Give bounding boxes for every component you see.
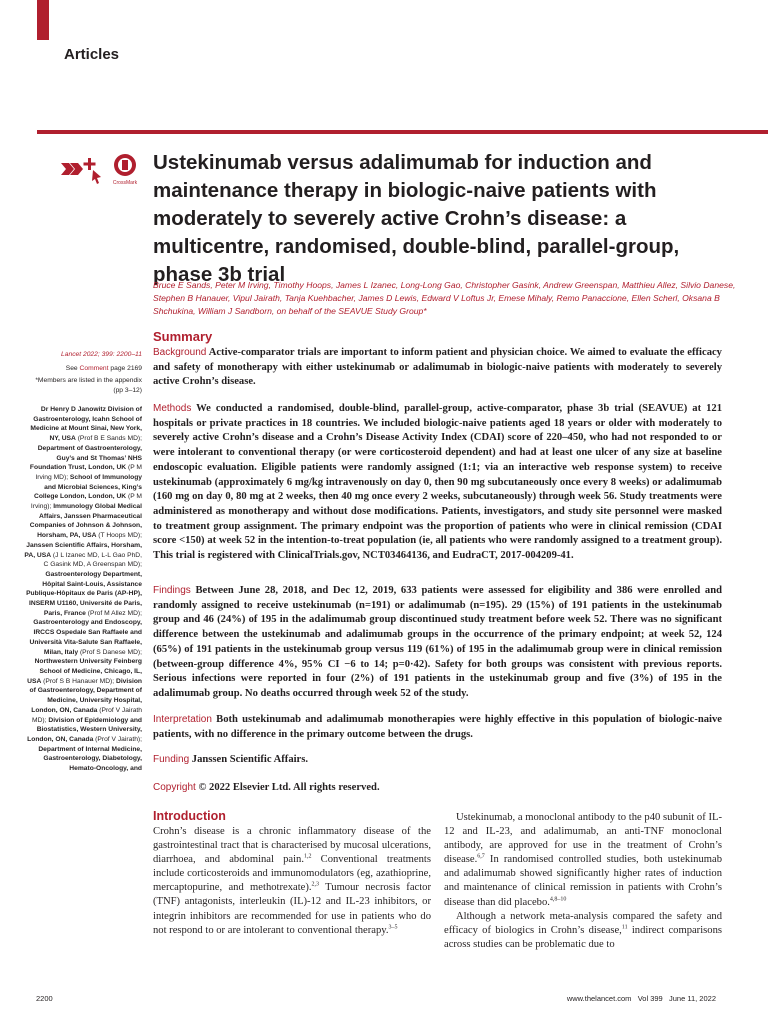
affiliation-name: Gastroenterology Department, Hôpital Saint-Louis, Assistance Publique-Hôpitaux de Paris (AP-HP), INSERM U1160, Université de Paris, Paris, France	[26, 570, 142, 617]
affiliation-person: (Prof B E Sands MD);	[77, 435, 142, 443]
affiliation-person: (J L Izanec MD, L-L Gao PhD, C Gasink MD, A Greenspan MD);	[43, 551, 142, 569]
findings-text: Between June 28, 2018, and Dec 12, 2019, 633 patients were assessed for eligibility and 386 were enrolled and randomly assigned to receive ustekinumab (n=191) or adalimumab (n=195). 29 (15%) of 191 patients in the ustekinumab group and 46 (24%) of 195 in the adalimumab group discontinued study treatment before week 52. There was no significant difference between the ustekinumab and adalimumab groups in the occurrence of the primary endpoint; at week 52, 124 (65%) of 191 patients in the ustekinumab group versus 119 (61%) of 195 in the adalimumab group were in clinical remission (between-group difference 4%, 95% CI −6 to 14; p=0·42). Safety for both groups was consistent with previous reports. Serious infections were reported in four (2%) of 191 patients in the ustekinumab group and five (3%) of 195 in the adalimumab group. No deaths occurred through week 52 of the study.	[153, 585, 723, 699]
author-list: Bruce E Sands, Peter M Irving, Timothy Hoops, James L Izanec, Long-Long Gao, Christopher Gasink, Andrew Greenspan, Matthieu Allez, Silvio Danese, Stephen B Hanauer, Vipul Jairath, Tanja Kuehbacher, James D Lewis, Edward V Loftus Jr, Emese Mihaly, Remo Panaccione, Ellen Scherl, Oksana B Shchukina, William J Sandborn, on behalf of the SEAVUE Study Group*	[153, 280, 736, 316]
affiliation-person: (Prof V Jairath);	[95, 735, 142, 743]
affiliation-name: Northwestern University Feinberg School of Medicine, Chicago, IL, USA	[27, 658, 142, 685]
intro-paragraph: Ustekinumab, a monoclonal antibody to the p40 subunit of IL-12 and IL-23, and adalimumab, an anti-TNF monoclonal antibody, are approved for use in the treatment of Crohn’s disease.$^{6,7}$ In randomised controlled studies, both ustekinumab and adalimumab showed significantly higher rates of induction and maintenance of clinical remission in patients with Crohn’s disease than did placebo.$^{4,8-10}$	[444, 812, 722, 908]
page-number: 2200	[36, 994, 53, 1003]
crossmark-logo[interactable]	[61, 153, 141, 187]
affiliation-name: Department of Internal Medicine, Gastroenterology, Diabetology, Hemato-Oncology, and	[38, 745, 142, 773]
affiliation-person: (Prof S B Hanauer MD);	[43, 677, 115, 685]
affiliation-name: Division of Gastroenterology, Department of Medicine, University Hospital, London, ON, Canada	[29, 677, 142, 714]
interpretation-label: Interpretation	[153, 714, 212, 725]
see-prefix: See	[65, 364, 78, 372]
intro-column-1	[153, 825, 431, 938]
affiliation-person: (Prof S Danese MD);	[79, 648, 142, 656]
article-title: Ustekinumab versus adalimumab for induction and maintenance therapy in biologic-naive patients with moderately to severely active Crohn’s disease: a multicentre, randomised, double-blind, parallel-group, phase 3b trial	[153, 151, 680, 286]
affiliation-person: (P M Irving MD);	[35, 464, 142, 481]
sidebar-citation-block	[24, 350, 142, 396]
affiliation-name: School of Immunology and Microbial Sciences, King’s College London, London, UK	[34, 473, 142, 501]
header-rule	[37, 130, 768, 134]
abstract-funding	[153, 753, 722, 768]
members-note: *Members are listed in the appendix (pp 3–12)	[35, 377, 142, 395]
intro-paragraph: Crohn’s disease is a chronic inflammatory disease of the gastrointestinal tract that is characterised by mucosal ulcerations, diarrhoea, and abdominal pain.$^{1,2}$ Conventional treatments include corticosteroids and immunomodulators (eg, azathioprine, mercaptopurine, and methotrexate).$^{2,3}$ Tumour necrosis factor (TNF) antagonists, interleukin (IL)-12 and IL-23 inhibitors, or integrin inhibitors are recommended for use in patients who do not respond to or are intolerant to conventional therapy.$^{3-5}$	[153, 826, 431, 936]
crossmark-label: CrossMark	[112, 180, 138, 186]
section-color-bar	[37, 0, 49, 40]
crossmark-icon	[61, 153, 141, 187]
comment-link[interactable]: Comment	[79, 364, 109, 372]
affiliations	[24, 405, 142, 774]
affiliation-name: Immunology Global Medical Affairs, Janssen Pharmaceutical Companies of Johnson & Johnson, Horsham, PA, USA	[29, 503, 142, 540]
issue-date: June 11, 2022	[669, 994, 716, 1003]
abstract-methods	[153, 402, 722, 564]
background-label: Background	[153, 347, 207, 358]
journal-footer	[520, 994, 716, 1003]
affiliation-name: Dr Henry D Janowitz Division of Gastroenterology, Icahn School of Medicine at Mount Sinai, New York, NY, USA	[30, 406, 142, 443]
methods-label: Methods	[153, 403, 192, 414]
affiliation-name: Janssen Scientific Affairs, Horsham, PA, USA	[24, 541, 142, 559]
copyright-label: Copyright	[153, 782, 196, 793]
introduction-heading: Introduction	[153, 809, 226, 823]
abstract-background	[153, 346, 722, 390]
abstract-interpretation	[153, 713, 722, 742]
affiliation-name: Gastroenterology and Endoscopy, IRCCS Ospedale San Raffaele and Università Vita-Salute San Raffaele, Milan, Italy	[29, 619, 142, 656]
affiliation-name: Division of Epidemiology and Biostatistics, Western University, London, ON, Canada	[27, 716, 142, 743]
section-label: Articles	[64, 46, 120, 63]
interpretation-text: Both ustekinumab and adalimumab monotherapies were highly effective in this population of biologic-naive patients, with no difference in the primary outcome between the drugs.	[153, 714, 722, 740]
see-comment	[24, 364, 142, 374]
affiliation-person: (P M Irving);	[30, 493, 142, 511]
copyright-text: © 2022 Elsevier Ltd. All rights reserved.	[198, 782, 380, 793]
volume: Vol 399	[637, 994, 663, 1003]
affiliation-person: (Prof M Allez MD);	[87, 609, 142, 617]
see-suffix: page 2169	[110, 364, 142, 372]
citation: Lancet 2022; 399: 2200–11	[61, 351, 142, 358]
affiliation-person: (T Hoops MD);	[98, 532, 142, 540]
intro-paragraph: Although a network meta-analysis compared the safety and efficacy of biologics in Crohn’s disease,$^{11}$ indirect comparisons across studies can be problematic due to	[444, 910, 722, 950]
journal-url[interactable]: www.thelancet.com	[566, 994, 632, 1003]
background-text: Active-comparator trials are important to inform patient and physician choice. We aimed to evaluate the efficacy and safety of monotherapy with either ustekinumab or adalimumab in biologic-naive patients with moderately to severely active Crohn’s disease.	[153, 347, 722, 388]
affiliation-name: Department of Gastroenterology, Guy’s and St Thomas’ NHS Foundation Trust, London, UK	[29, 444, 142, 472]
summary-heading: Summary	[153, 329, 213, 344]
findings-label: Findings	[153, 585, 191, 596]
abstract-copyright	[153, 781, 722, 796]
methods-text: We conducted a randomised, double-blind, parallel-group, active-comparator, phase 3b trial (SEAVUE) at 121 hospitals or private practices in 18 countries. We included biologic-naive patients aged 18 years or older with moderately to severely active Crohn’s disease and a Crohn’s Disease Activity Index (CDAI) score of 220–450, who had not responded to or were intolerant to conventional therapy (or were corticosteroid dependent) and had at least one ulcer of any size at baseline endoscopic evaluation. Eligible patients were randomly assigned (1:1; via an interactive web response system) to receive ustekinumab (approximately 6 mg/kg intravenously on day 0, then 90 mg subcutaneously once every 8 weeks) or adalimumab (160 mg on day 0, 80 mg at 2 weeks, then 40 mg once every 2 weeks, subcutaneously) through week 56. Study treatments were administered as monotherapy and without dose modifications. Patients, investigators, and study site personnel were masked to treatment group assignment. The primary endpoint was the proportion of patients who were in clinical remission (CDAI score <150) at week 52 in the intention-to-treat population (ie, all patients who were randomly assigned to a treatment group). This trial is registered with ClinicalTrials.gov, NCT03464136, and EudraCT, 2017-004209-41.	[153, 403, 723, 562]
funding-text: Janssen Scientific Affairs.	[191, 754, 309, 765]
affiliation-person: (Prof V Jairath MD);	[32, 706, 142, 724]
intro-column-2	[444, 811, 722, 952]
abstract-findings	[153, 584, 722, 702]
funding-label: Funding	[153, 754, 190, 765]
